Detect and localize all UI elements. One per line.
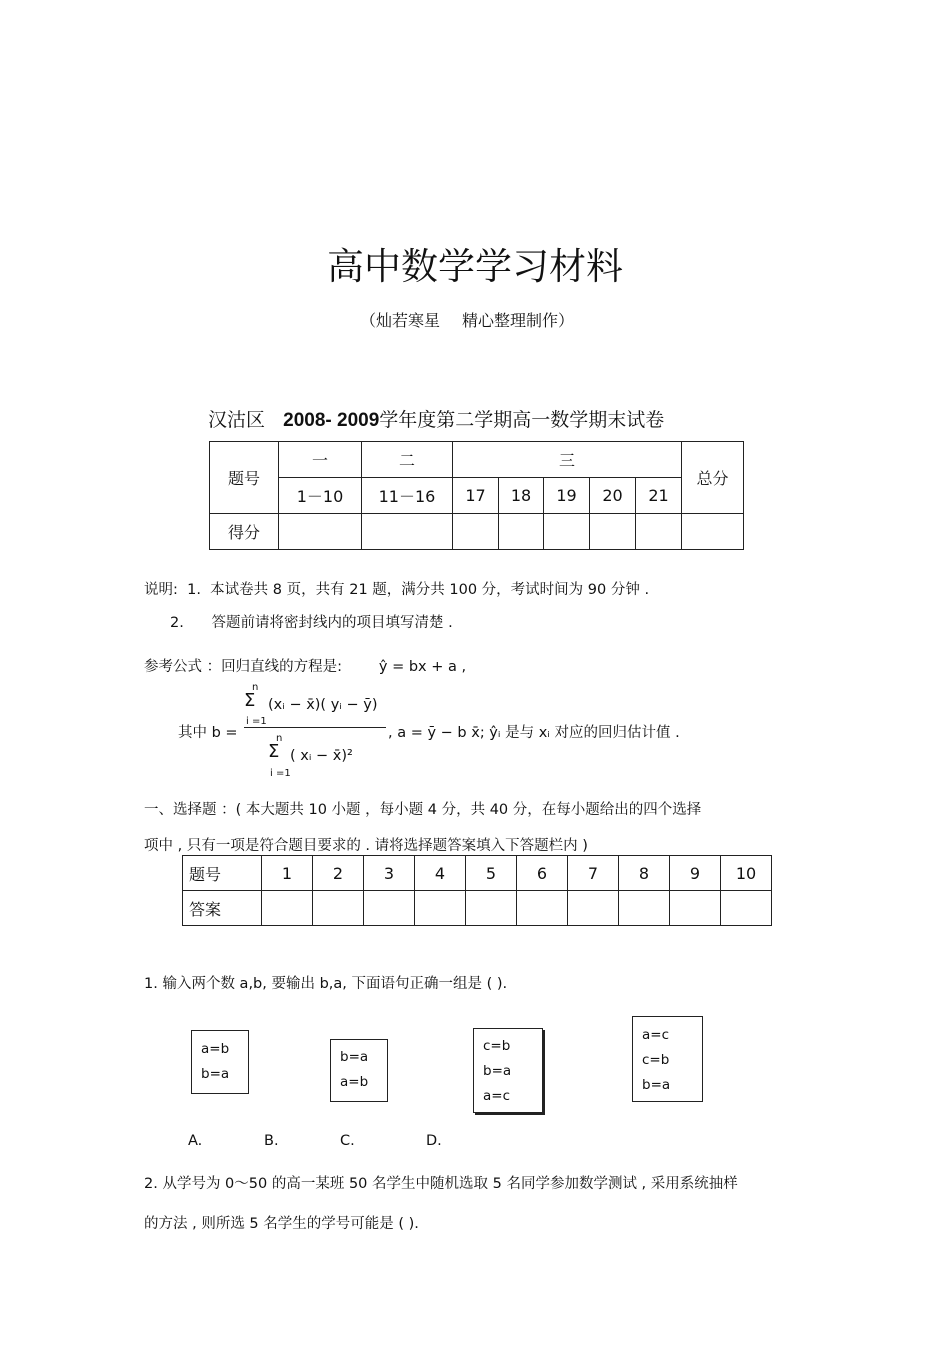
code-line: b=a — [340, 1049, 369, 1065]
answer-cell[interactable] — [415, 891, 466, 926]
exam-district: 汉沽区 — [208, 409, 266, 431]
answer-cell[interactable] — [721, 891, 772, 926]
formula-numerator: (xᵢ − x̄)( yᵢ − ȳ) — [268, 697, 378, 713]
sum-sign: Σ — [244, 690, 256, 711]
score-tihao: 题号 — [210, 442, 279, 514]
formula-denominator: ( xᵢ − x̄)² — [290, 748, 353, 764]
code-box-c — [473, 1028, 543, 1113]
score-range: 11－16 — [362, 478, 453, 514]
score-cell — [682, 514, 744, 550]
score-cell — [590, 514, 636, 550]
formula-b-label: 其中 b = — [178, 725, 238, 741]
score-section-2: 二 — [362, 442, 453, 478]
code-line: b=a — [642, 1077, 671, 1093]
answer-number: 3 — [364, 856, 415, 891]
answer-cell[interactable] — [517, 891, 568, 926]
score-table — [209, 441, 744, 550]
answer-label: 答案 — [183, 891, 262, 926]
option-c[interactable]: C. — [340, 1133, 355, 1149]
exam-years: 2008- 2009 — [283, 410, 380, 431]
subtitle-right: 精心整理制作） — [462, 311, 575, 330]
answer-number: 1 — [262, 856, 313, 891]
answer-number: 10 — [721, 856, 772, 891]
sum-upper-n: n — [252, 682, 259, 693]
note-2-text: 答题前请将密封线内的项目填写清楚 . — [211, 615, 453, 631]
code-line: a=c — [642, 1027, 670, 1043]
fraction-bar — [244, 727, 386, 728]
answer-cell[interactable] — [670, 891, 721, 926]
exam-name: 学年度第二学期高一数学期末试卷 — [379, 409, 665, 431]
score-section-1: 一 — [279, 442, 362, 478]
sum-lower-i: i =1 — [270, 768, 291, 779]
score-cell — [279, 514, 362, 550]
score-cell — [499, 514, 544, 550]
sum-upper-n: n — [276, 733, 283, 744]
score-defen: 得分 — [210, 514, 279, 550]
answer-number: 8 — [619, 856, 670, 891]
note-1-text: 本试卷共 8 页，共有 21 题，满分共 100 分，考试时间为 90 分钟 . — [210, 582, 650, 598]
score-range: 18 — [499, 478, 544, 514]
answer-cell[interactable] — [313, 891, 364, 926]
section1-line1: 一、选择题 ：( 本大题共 10 小题 ，每小题 4 分，共 40 分，在每小题给出的四个选择 — [144, 802, 702, 818]
answer-number: 7 — [568, 856, 619, 891]
code-box-b — [330, 1039, 388, 1102]
sum-sign: Σ — [268, 741, 280, 762]
note-2 — [170, 611, 453, 632]
note-1 — [144, 578, 649, 599]
formula-label: 参考公式 ：回归直线的方程是: — [144, 659, 342, 675]
option-d[interactable]: D. — [426, 1133, 442, 1149]
answer-cell[interactable] — [619, 891, 670, 926]
formula-tail: , a = ȳ − b x̄; ŷᵢ 是与 xᵢ 对应的回归估计值 . — [388, 725, 680, 741]
page-title: 高中数学学习材料 — [327, 245, 623, 288]
code-line: c=b — [642, 1052, 670, 1068]
answer-cell[interactable] — [568, 891, 619, 926]
code-box-a — [191, 1030, 249, 1094]
answer-cell[interactable] — [364, 891, 415, 926]
score-cell — [636, 514, 682, 550]
answer-cell[interactable] — [262, 891, 313, 926]
note-2-num: 2. — [170, 615, 184, 631]
answer-number: 2 — [313, 856, 364, 891]
note-1-num: 1. — [187, 582, 201, 598]
subtitle-left: （灿若寒星 — [360, 311, 441, 330]
score-cell — [544, 514, 590, 550]
code-line: a=b — [340, 1074, 369, 1090]
score-range: 1－10 — [279, 478, 362, 514]
answer-cell[interactable] — [466, 891, 517, 926]
question-2-line2: 的方法 , 则所选 5 名学生的学号可能是 ( ). — [144, 1216, 419, 1232]
score-total: 总分 — [682, 442, 744, 514]
answer-number: 5 — [466, 856, 517, 891]
score-range: 20 — [590, 478, 636, 514]
exam-title — [208, 405, 664, 432]
code-line: b=a — [201, 1066, 230, 1082]
formula-line — [144, 655, 466, 676]
code-line: b=a — [483, 1063, 512, 1079]
page-subtitle — [360, 308, 596, 331]
option-a[interactable]: A. — [188, 1133, 203, 1149]
answer-tihao: 题号 — [183, 856, 262, 891]
section1-line2: 项中 , 只有一项是符合题目要求的 . 请将选择题答案填入下答题栏内 ) — [144, 838, 588, 854]
note-label: 说明: — [144, 582, 178, 598]
answer-number: 4 — [415, 856, 466, 891]
score-range: 19 — [544, 478, 590, 514]
score-cell — [453, 514, 499, 550]
code-line: a=b — [201, 1041, 230, 1057]
answer-table — [182, 855, 772, 926]
option-b[interactable]: B. — [264, 1133, 279, 1149]
score-cell — [362, 514, 453, 550]
score-section-3: 三 — [453, 442, 682, 478]
score-range: 17 — [453, 478, 499, 514]
question-2-line1: 2. 从学号为 0～50 的高一某班 50 名学生中随机选取 5 名同学参加数学测试 , 采用系统抽样 — [144, 1176, 738, 1192]
answer-number: 6 — [517, 856, 568, 891]
score-range: 21 — [636, 478, 682, 514]
code-box-d — [632, 1016, 703, 1102]
code-line: a=c — [483, 1088, 511, 1104]
sum-lower-i: i =1 — [246, 716, 267, 727]
code-line: c=b — [483, 1038, 511, 1054]
answer-number: 9 — [670, 856, 721, 891]
question-1: 1. 输入两个数 a,b, 要输出 b,a, 下面语句正确一组是 ( ). — [144, 976, 508, 992]
regression-equation: ŷ = bx + a , — [378, 659, 467, 675]
